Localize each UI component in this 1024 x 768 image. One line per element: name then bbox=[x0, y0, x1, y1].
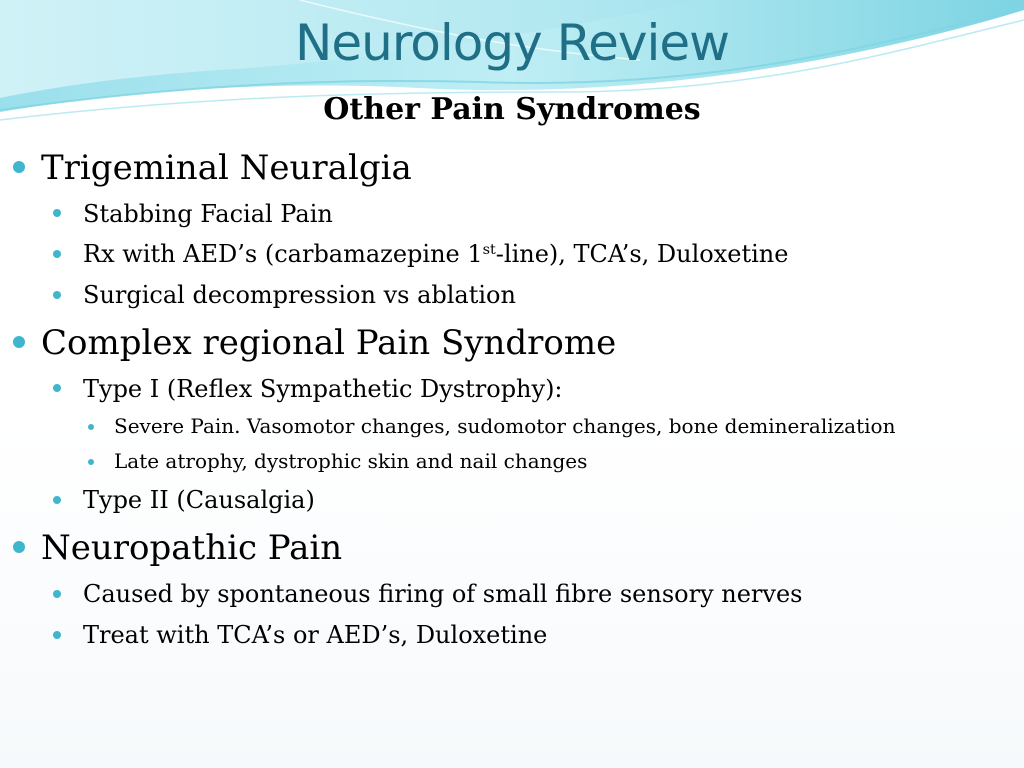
bullet-stabbing-facial-pain: Stabbing Facial Pain bbox=[83, 200, 333, 228]
rx-superscript: st bbox=[482, 242, 496, 259]
bullet-dot-icon bbox=[53, 209, 61, 217]
rx-text-start: Rx with AED’s (carbamazepine 1 bbox=[83, 240, 483, 268]
bullet-late-atrophy: Late atrophy, dystrophic skin and nail changes bbox=[114, 449, 588, 473]
bullet-dot-icon bbox=[13, 161, 25, 173]
slide-title: Neurology Review bbox=[295, 14, 729, 72]
bullet-type-ii: Type II (Causalgia) bbox=[83, 486, 315, 514]
bullet-dot-icon bbox=[53, 631, 61, 639]
bullet-dot-icon bbox=[53, 384, 61, 392]
bullet-severe-pain: Severe Pain. Vasomotor changes, sudomotor changes, bone demineralization bbox=[114, 414, 896, 438]
bullet-trigeminal-neuralgia: Trigeminal Neuralgia bbox=[41, 148, 412, 188]
bullet-neuropathic-pain: Neuropathic Pain bbox=[41, 528, 343, 568]
bullet-dot-icon bbox=[88, 424, 94, 430]
bullet-dot-icon bbox=[53, 496, 61, 504]
bullet-dot-icon bbox=[88, 459, 94, 465]
slide-subtitle: Other Pain Syndromes bbox=[323, 92, 701, 127]
bullet-dot-icon bbox=[53, 590, 61, 598]
bullet-treat-with-tcas: Treat with TCA’s or AED’s, Duloxetine bbox=[83, 621, 548, 649]
bullet-caused-by-firing: Caused by spontaneous firing of small fibre sensory nerves bbox=[83, 580, 803, 608]
bullet-dot-icon bbox=[53, 291, 61, 299]
bullet-type-i: Type I (Reflex Sympathetic Dystrophy): bbox=[83, 375, 563, 403]
bullet-dot-icon bbox=[13, 336, 25, 348]
bullet-rx-aeds bbox=[83, 242, 788, 266]
bullet-surgical-decompression: Surgical decompression vs ablation bbox=[83, 281, 516, 309]
bullet-complex-regional-pain-syndrome: Complex regional Pain Syndrome bbox=[41, 323, 617, 363]
bullet-dot-icon bbox=[53, 250, 61, 258]
rx-text-end: -line), TCA’s, Duloxetine bbox=[495, 240, 789, 268]
bullet-dot-icon bbox=[13, 541, 25, 553]
